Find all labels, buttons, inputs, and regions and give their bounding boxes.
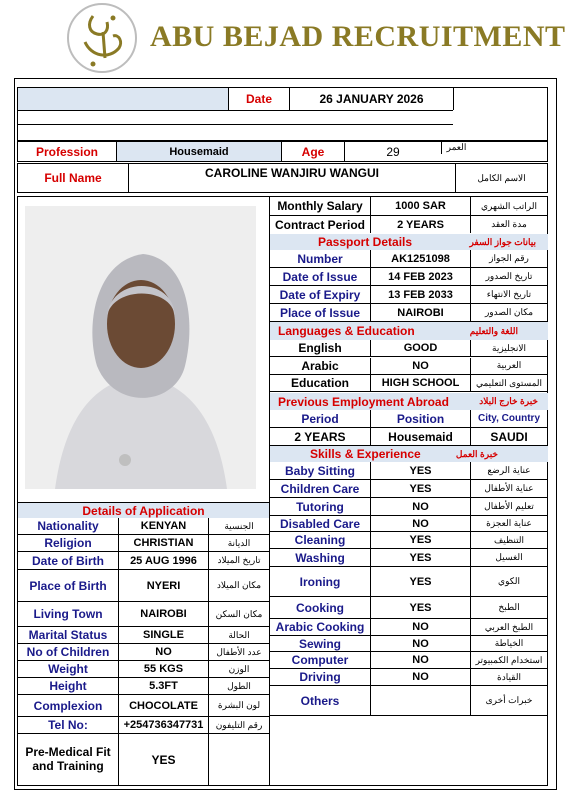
- language-row-value: HIGH SCHOOL: [370, 375, 470, 391]
- premedical-label: Pre-Medical Fit and Training: [25, 745, 111, 773]
- company-logo: [63, 2, 141, 74]
- skill-row-label: Ironing: [299, 574, 341, 589]
- contract-value: 2 YEARS: [370, 216, 470, 233]
- employment-period: 2 YEARS: [294, 429, 346, 444]
- candidate-photo: [25, 206, 256, 489]
- contract-label: Contract Period: [274, 217, 365, 232]
- skill-row-label-ar: القيادة: [470, 669, 547, 685]
- skill-row-label: Cleaning: [294, 533, 346, 547]
- application-row-value: KENYAN: [118, 518, 208, 534]
- employment-city: SAUDI: [470, 428, 547, 445]
- language-row-label: Arabic: [301, 358, 339, 373]
- skill-row-label: Washing: [295, 550, 345, 565]
- employment-section-header: [270, 393, 548, 410]
- application-row-value: 25 AUG 1996: [118, 552, 208, 569]
- salary-label-ar: الراتب الشهري: [470, 197, 547, 215]
- skill-row-label-ar: الخياطة: [470, 636, 547, 651]
- skill-row-label-ar: الطبخ: [470, 597, 547, 618]
- language-row-value: GOOD: [370, 340, 470, 356]
- skill-row-value: NO: [370, 619, 470, 635]
- application-row-label: Complexion: [33, 698, 103, 713]
- skill-row-value: NO: [370, 669, 470, 685]
- date-label: Date: [245, 92, 272, 106]
- language-row-label: English: [298, 341, 342, 355]
- company-name: ABU BEJAD RECRUITMENT: [150, 20, 566, 53]
- passport-row-label: Date of Expiry: [279, 287, 361, 302]
- application-row-label-ar: الطول: [208, 678, 269, 694]
- passport-section-header: [270, 234, 548, 250]
- skill-row-label-ar: التنظيف: [470, 532, 547, 548]
- passport-row-label-ar: رقم الجواز: [470, 250, 547, 267]
- passport-title: Passport Details: [318, 235, 413, 249]
- skill-row-label-ar: عناية العجزة: [470, 516, 547, 531]
- language-row-label-ar: المستوى التعليمي: [470, 375, 547, 391]
- salary-value: 1000 SAR: [370, 197, 470, 215]
- employment-header-period: Period: [301, 411, 339, 426]
- passport-row-label-ar: مكان الصدور: [470, 304, 547, 321]
- skill-row-value: YES: [370, 462, 470, 479]
- application-row-value: NYERI: [118, 570, 208, 601]
- profession-label: Profession: [35, 144, 98, 159]
- header: [0, 0, 571, 78]
- language-row-label-ar: الانجليزية: [470, 340, 547, 356]
- skill-row-label-ar: تعليم الأطفال: [470, 498, 547, 515]
- application-title: Details of Application: [82, 503, 205, 518]
- application-row-label: Tel No:: [48, 718, 88, 732]
- age-value: 29: [344, 142, 441, 161]
- skill-row-value: YES: [370, 549, 470, 566]
- skill-row-label: Cooking: [296, 600, 344, 615]
- skill-row-label-ar: عناية الرضع: [470, 462, 547, 479]
- skill-row-label: Tutoring: [296, 499, 344, 514]
- profession-value: Housemaid: [116, 142, 281, 161]
- skill-row-label: Baby Sitting: [284, 463, 355, 478]
- skill-row-label: Disabled Care: [279, 516, 361, 531]
- application-row-label-ar: الحالة: [208, 627, 269, 643]
- application-row-label: Religion: [44, 536, 92, 550]
- date-band: [18, 88, 228, 110]
- application-row-value: NAIROBI: [118, 602, 208, 626]
- application-section-header: [18, 502, 269, 518]
- skill-row-label: Others: [300, 693, 340, 708]
- skill-row-label-ar: خبرات أخرى: [470, 686, 547, 715]
- premedical-value: YES: [118, 734, 208, 785]
- salary-label: Monthly Salary: [277, 199, 363, 213]
- date-value: 26 JANUARY 2026: [319, 92, 424, 106]
- application-row-value: CHOCOLATE: [118, 695, 208, 716]
- skill-row-value: YES: [370, 532, 470, 548]
- age-label: Age: [281, 142, 344, 161]
- skill-row-value: [370, 686, 470, 715]
- application-row-label: Nationality: [37, 519, 99, 533]
- application-row-value: SINGLE: [118, 627, 208, 643]
- skill-row-value: NO: [370, 516, 470, 531]
- skill-row-label-ar: الغسيل: [470, 549, 547, 566]
- language-row-label-ar: العربية: [470, 358, 547, 374]
- application-row-label: Date of Birth: [32, 553, 104, 568]
- skill-row-value: YES: [370, 597, 470, 618]
- passport-row-label: Number: [297, 251, 343, 266]
- passport-row-value: NAIROBI: [370, 304, 470, 321]
- skill-row-value: YES: [370, 567, 470, 596]
- application-row-label-ar: الجنسية: [208, 518, 269, 534]
- languages-title: Languages & Education: [278, 324, 415, 338]
- skill-row-label: Sewing: [298, 636, 341, 651]
- skills-section-header: [270, 445, 548, 462]
- application-row-value: 55 KGS: [118, 661, 208, 677]
- skill-row-label: Driving: [299, 670, 341, 684]
- application-row-label-ar: الديانة: [208, 535, 269, 551]
- skill-row-label-ar: الطبخ العربي: [470, 619, 547, 635]
- age-label-ar: العمر: [441, 142, 471, 154]
- application-row-label-ar: لون البشرة: [208, 695, 269, 716]
- application-row-label-ar: مكان السكن: [208, 602, 269, 626]
- application-row-value: NO: [118, 644, 208, 660]
- application-row-label: No of Children: [26, 645, 110, 659]
- skills-title: Skills & Experience: [310, 447, 421, 461]
- skill-row-label: Arabic Cooking: [275, 620, 365, 634]
- fullname-label-ar: الاسم الكامل: [455, 164, 547, 192]
- application-row-label-ar: رقم التليفون: [208, 717, 269, 733]
- passport-row-label-ar: تاريخ الصدور: [470, 268, 547, 285]
- language-row-value: NO: [370, 358, 470, 374]
- application-row-value: CHRISTIAN: [118, 535, 208, 551]
- application-row-label-ar: عدد الأطفال: [208, 644, 269, 660]
- passport-row-value: AK1251098: [370, 250, 470, 267]
- passport-row-value: 14 FEB 2023: [370, 268, 470, 285]
- skill-row-value: YES: [370, 480, 470, 497]
- passport-row-label-ar: تاريخ الانتهاء: [470, 286, 547, 303]
- application-row-label-ar: تاريخ الميلاد: [208, 552, 269, 569]
- passport-row-label: Date of Issue: [282, 269, 358, 284]
- application-row-value: 5.3FT: [118, 678, 208, 694]
- fullname-label: Full Name: [44, 171, 102, 185]
- application-row-label: Marital Status: [28, 628, 108, 642]
- employment-header-position: Position: [370, 410, 470, 427]
- skill-row-value: NO: [370, 636, 470, 651]
- skill-row-label-ar: الكوي: [470, 567, 547, 596]
- language-row-label: Education: [290, 376, 349, 390]
- employment-header-city: City, Country: [470, 410, 547, 427]
- skill-row-label: Children Care: [280, 481, 360, 496]
- application-row-value: +254736347731: [118, 717, 208, 733]
- passport-title-ar: بيانات جواز السفر: [469, 236, 536, 247]
- contract-label-ar: مدة العقد: [470, 216, 547, 233]
- skill-row-label: Computer: [291, 653, 349, 667]
- application-row-label-ar: مكان الميلاد: [208, 570, 269, 601]
- passport-row-value: 13 FEB 2033: [370, 286, 470, 303]
- employment-title-ar: خبرة خارج البلاد: [479, 396, 538, 406]
- application-row-label: Place of Birth: [29, 578, 107, 593]
- passport-row-label: Place of Issue: [279, 305, 361, 320]
- fullname-value: CAROLINE WANJIRU WANGUI: [128, 164, 455, 192]
- application-row-label-ar: الوزن: [208, 661, 269, 677]
- skill-row-value: NO: [370, 652, 470, 668]
- skill-row-label-ar: استخدام الكمبيوتر: [470, 652, 547, 668]
- languages-section-header: [270, 322, 548, 340]
- languages-title-ar: اللغة والتعليم: [469, 325, 518, 336]
- skill-row-value: NO: [370, 498, 470, 515]
- employment-position: Housemaid: [370, 428, 470, 445]
- skills-title-ar: خبرة العمل: [455, 448, 498, 459]
- employment-title: Previous Employment Abroad: [278, 394, 449, 409]
- skill-row-label-ar: عناية الأطفال: [470, 480, 547, 497]
- application-row-label: Living Town: [33, 607, 103, 621]
- application-row-label: Weight: [48, 662, 88, 676]
- application-row-label: Height: [49, 679, 87, 693]
